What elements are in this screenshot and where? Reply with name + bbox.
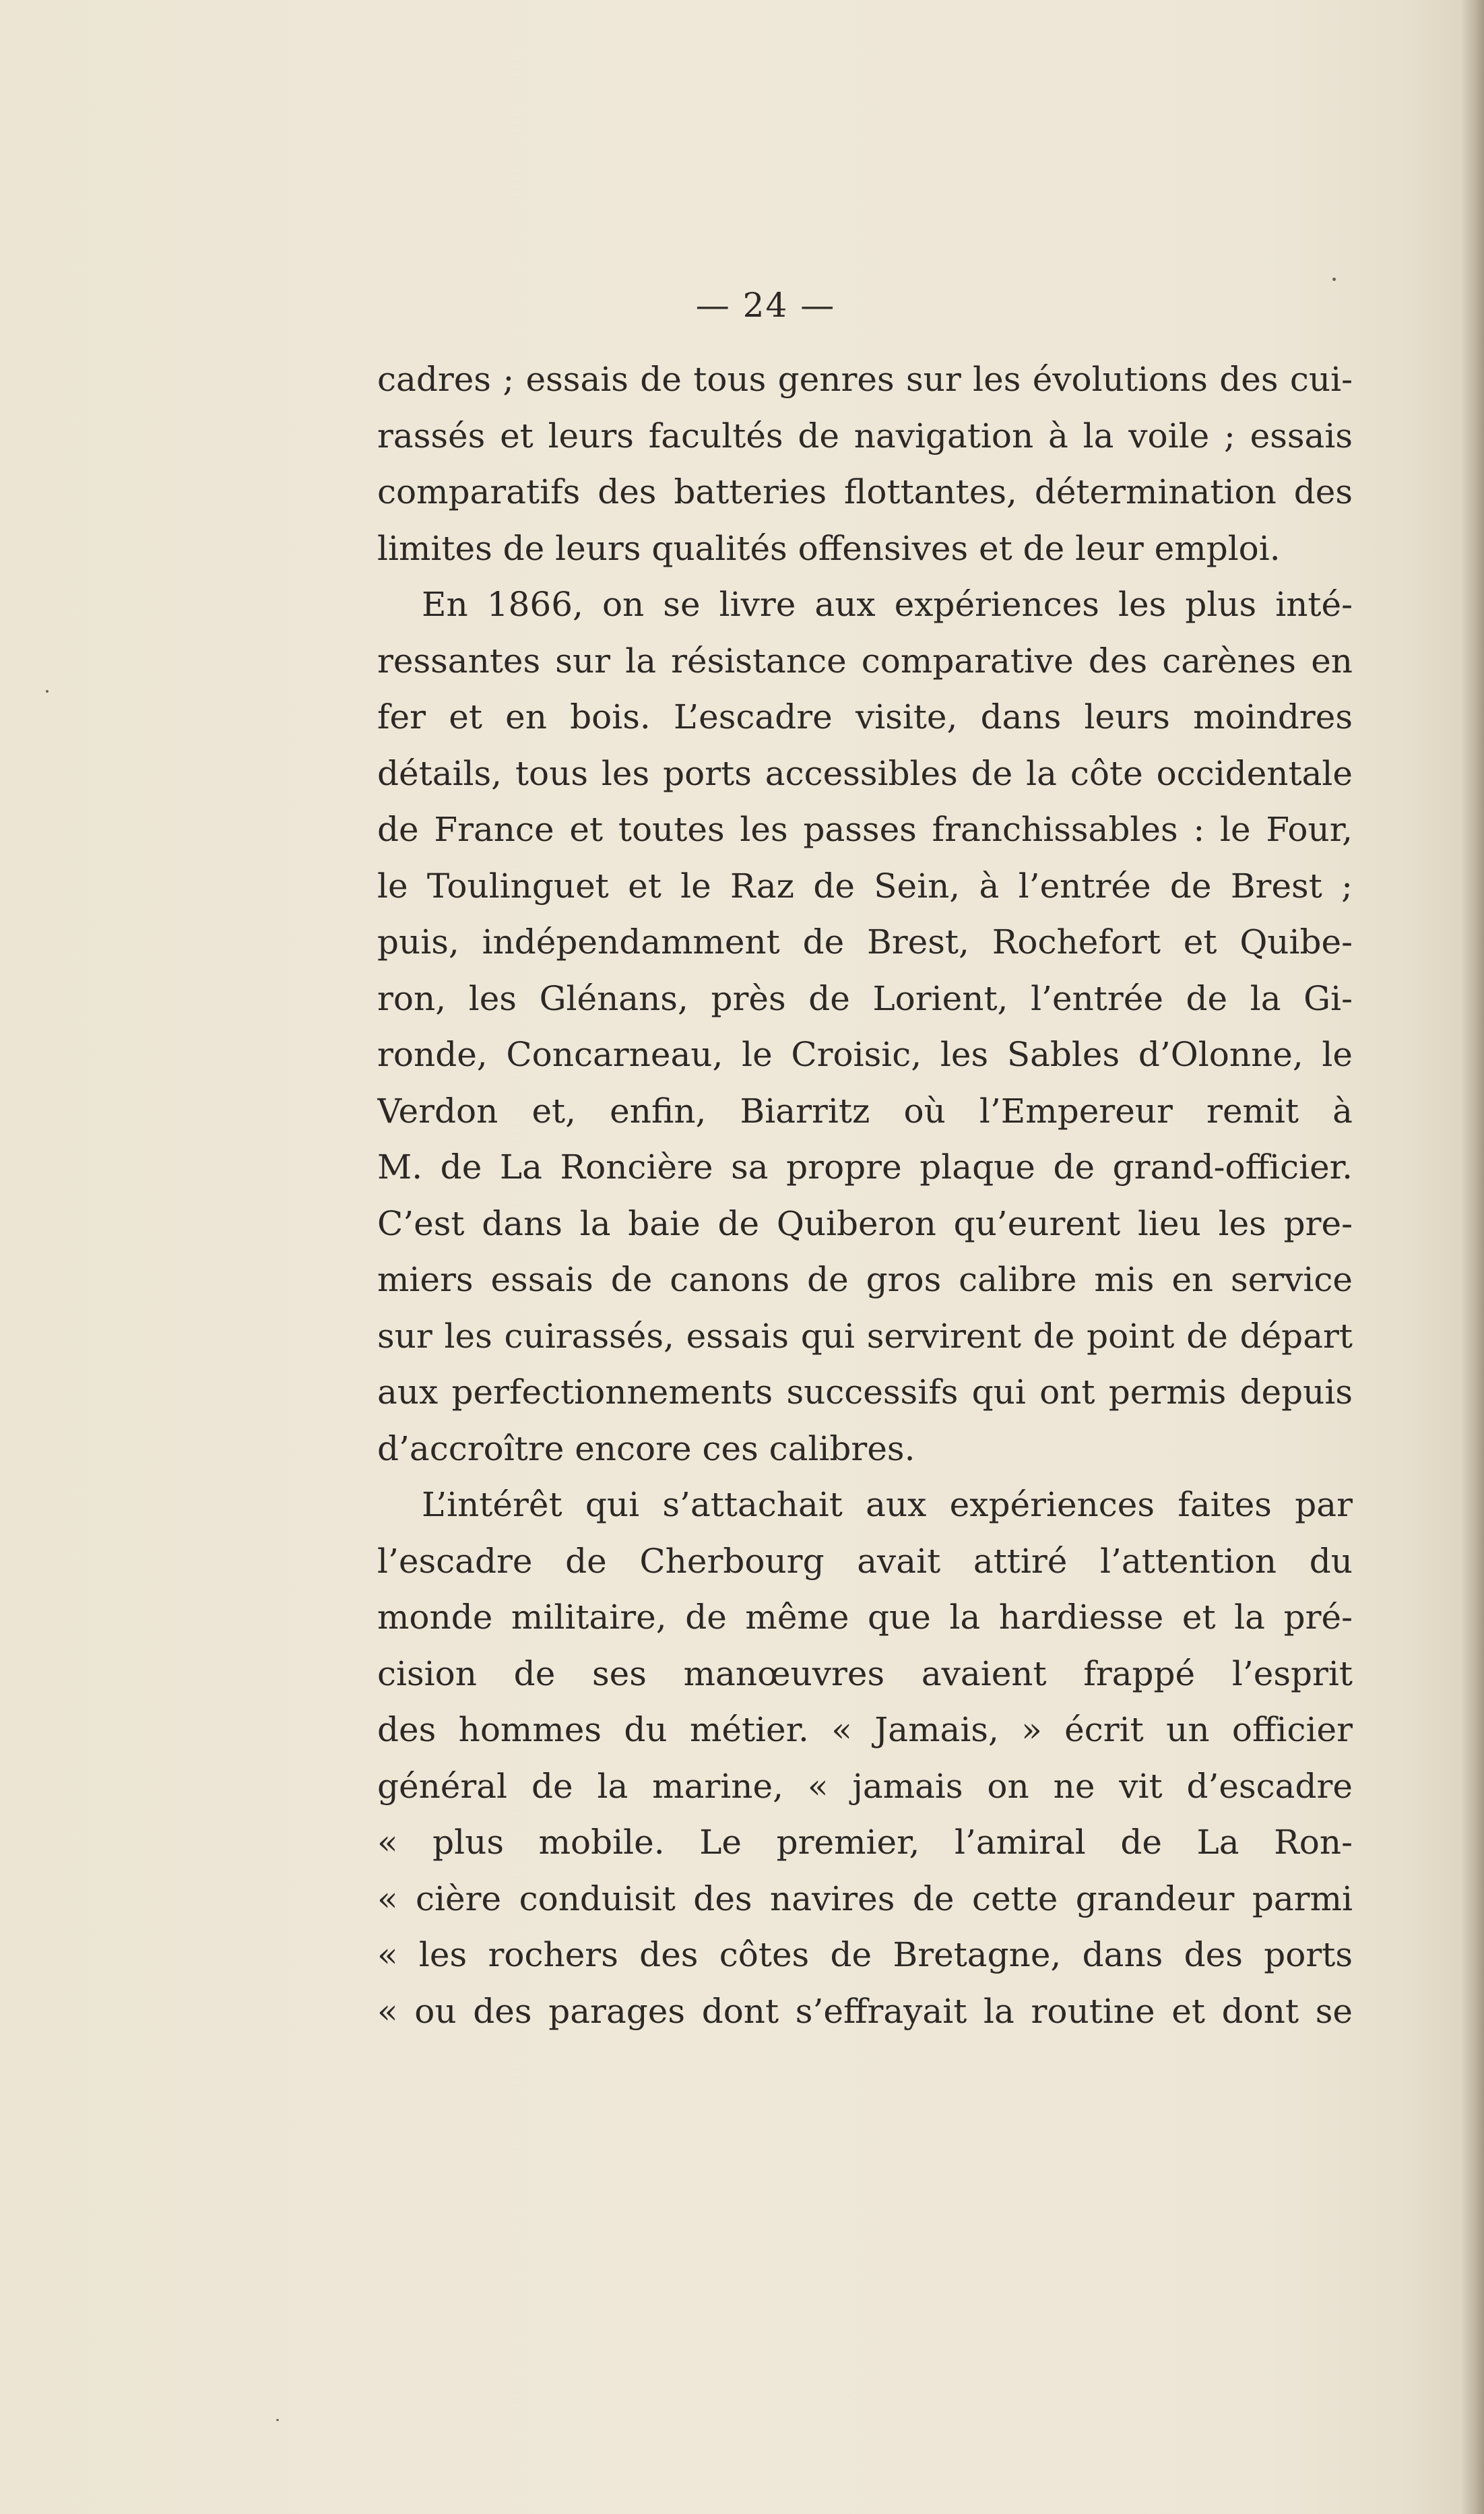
text-line: ronde, Concarneau, le Croisic, les Sables d’Olonne, le: [377, 1035, 1353, 1074]
text-line: d’accroître encore ces calibres.: [377, 1428, 915, 1468]
text-line: l’escadre de Cherbourg avait attiré l’attention du: [377, 1541, 1353, 1581]
text-line: général de la marine, « jamais on ne vit d’escadre: [377, 1766, 1353, 1806]
text-line: limites de leurs qualités offensives et de leur emploi.: [377, 528, 1281, 568]
text-line: M. de La Roncière sa propre plaque de grand-officier.: [377, 1148, 1353, 1187]
text-line: « les rochers des côtes de Bretagne, dans des ports: [377, 1935, 1353, 1974]
text-line: miers essais de canons de gros calibre mis en service: [377, 1260, 1353, 1299]
text-line: détails, tous les ports accessibles de la côte occidentale: [377, 753, 1353, 793]
text-line: « cière conduisit des navires de cette grandeur parmi: [377, 1879, 1353, 1918]
text-line: de France et toutes les passes franchissables : le Four,: [377, 810, 1353, 849]
text-line: ressantes sur la résistance comparative des carènes en: [377, 641, 1353, 681]
text-line: le Toulinguet et le Raz de Sein, à l’entrée de Brest ;: [377, 866, 1353, 906]
paper-speck: [1332, 278, 1336, 281]
text-line: sur les cuirassés, essais qui servirent de point de départ: [377, 1316, 1353, 1356]
page-edge-shadow: [1461, 0, 1484, 2514]
paper-speck: [46, 690, 49, 693]
text-line: « plus mobile. Le premier, l’amiral de La Ron-: [377, 1823, 1353, 1862]
text-line: aux perfectionnements successifs qui ont permis depuis: [377, 1373, 1353, 1412]
text-line: L’intérêt qui s’attachait aux expériences faites par: [422, 1485, 1353, 1524]
paper-speck: [276, 2419, 279, 2421]
text-line: rassés et leurs facultés de navigation à la voile ; essais: [377, 416, 1353, 455]
text-line: C’est dans la baie de Quiberon qu’eurent lieu les pre-: [377, 1203, 1353, 1243]
text-line: En 1866, on se livre aux expériences les plus inté-: [422, 585, 1353, 624]
text-line: monde militaire, de même que la hardiesse et la pré-: [377, 1598, 1353, 1637]
text-line: Verdon et, enfin, Biarritz où l’Empereur remit à: [377, 1091, 1353, 1131]
text-line: comparatifs des batteries flottantes, détermination des: [377, 472, 1353, 511]
text-line: ron, les Glénans, près de Lorient, l’entrée de la Gi-: [377, 978, 1353, 1018]
text-line: cision de ses manœuvres avaient frappé l’esprit: [377, 1654, 1353, 1693]
text-line: des hommes du métier. « Jamais, » écrit un officier: [377, 1710, 1353, 1749]
page-number: — 24 —: [695, 286, 836, 325]
body-text: [377, 352, 1353, 2040]
text-line: fer et en bois. L’escadre visite, dans leurs moindres: [377, 697, 1353, 736]
text-line: « ou des parages dont s’effrayait la routine et dont se: [377, 1991, 1353, 2031]
text-line: cadres ; essais de tous genres sur les évolutions des cui-: [377, 360, 1353, 399]
text-line: puis, indépendamment de Brest, Rochefort et Quibe-: [377, 922, 1353, 962]
